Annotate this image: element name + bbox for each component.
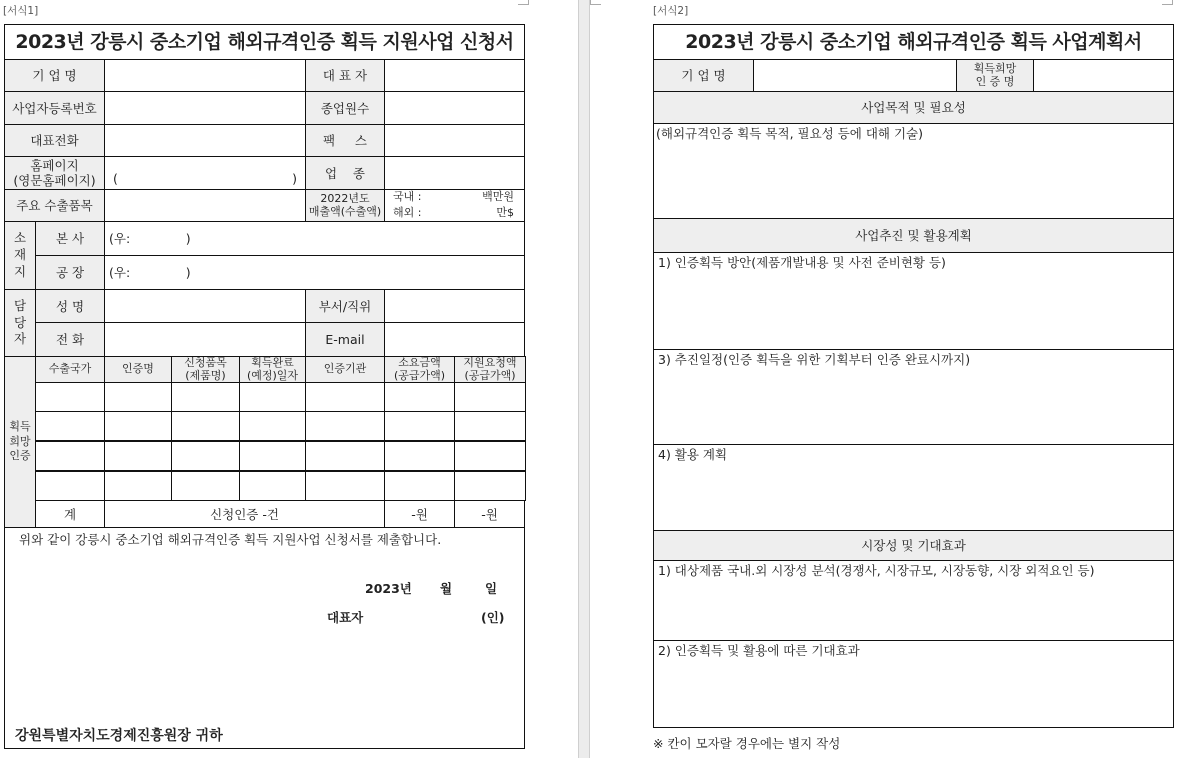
- manager-label: [4, 289, 36, 357]
- overseas-sales-unit: 만$: [496, 206, 514, 219]
- cert-section-label: [4, 356, 36, 528]
- cert-cell-cert-name[interactable]: [104, 471, 172, 501]
- section-purpose-guide: (해외규격인증 획득 목적, 필요성 등에 대해 기술): [656, 126, 923, 141]
- homepage-field[interactable]: [104, 156, 306, 190]
- factory-label: 공 장: [35, 255, 105, 290]
- date-day: 일: [485, 581, 498, 596]
- cert-cell-cert-agency[interactable]: [305, 471, 385, 501]
- rep-sign-label: 대표자: [327, 610, 364, 625]
- plan-cert-name-label-line1: 획득희망: [973, 62, 1017, 76]
- cert-cell-support-request[interactable]: [454, 411, 526, 441]
- cert-cell-completion-date[interactable]: [239, 471, 306, 501]
- section-market-item2[interactable]: [653, 640, 1174, 728]
- plan-cert-name-label-line2: 인 증 명: [975, 74, 1015, 88]
- statement-area: [4, 527, 525, 749]
- fax-field[interactable]: [384, 124, 525, 157]
- cert-header-text: 신청품목: [184, 356, 227, 370]
- cert-header-export-country: [35, 356, 105, 383]
- domestic-sales-unit: 백만원: [482, 190, 514, 203]
- plan-cert-name-label: [956, 59, 1034, 92]
- dept-field[interactable]: [384, 289, 525, 323]
- page-form-1: [0, 0, 578, 758]
- email-label: E-mail: [305, 322, 385, 357]
- cert-total-label: 계: [35, 500, 105, 528]
- cert-header-text: (제품명): [185, 368, 226, 382]
- cert-cell-support-request[interactable]: [454, 441, 526, 471]
- cert-cell-cert-agency[interactable]: [305, 411, 385, 441]
- cert-total-support: -원: [454, 500, 525, 528]
- cert-header-text: 지원요청액: [463, 356, 517, 370]
- industry-field[interactable]: [384, 156, 525, 190]
- cert-header-product: [171, 356, 240, 383]
- date-month: 월: [440, 581, 453, 596]
- cert-cell-cost[interactable]: [384, 382, 455, 412]
- cert-header-text: (예정)일자: [246, 368, 299, 382]
- plan-cert-name-field[interactable]: [1033, 59, 1174, 92]
- email-field[interactable]: [384, 322, 525, 357]
- cert-header-cost: [384, 356, 455, 383]
- company-name-label: 기 업 명: [4, 59, 105, 92]
- section-plan-item2-text: 3) 추진일정(인증 획득을 위한 기획부터 인증 완료시까지): [658, 352, 971, 367]
- cert-cell-support-request[interactable]: [454, 471, 526, 501]
- ceo-field[interactable]: [384, 59, 525, 92]
- form-title: 2023년 강릉시 중소기업 해외규격인증 획득 지원사업 신청서: [4, 24, 525, 60]
- cert-cell-completion-date[interactable]: [239, 382, 306, 412]
- page-form-2: [590, 0, 1178, 758]
- factory-address-field[interactable]: (우: ): [104, 255, 525, 290]
- domestic-sales-label: 국내 :: [393, 190, 422, 203]
- industry-label: 업 종: [305, 156, 385, 190]
- hq-label: 본 사: [35, 221, 105, 256]
- rep-phone-field[interactable]: [104, 124, 306, 157]
- cert-header-text: 인증기관: [323, 362, 367, 376]
- cert-cell-export-country[interactable]: [35, 441, 105, 471]
- page-divider: [578, 0, 590, 758]
- sales-label-line1: 2022년도: [320, 192, 370, 206]
- cert-header-text: (공급가액): [464, 368, 516, 382]
- cert-cell-support-request[interactable]: [454, 382, 526, 412]
- cert-total-cost: -원: [384, 500, 455, 528]
- location-label: [4, 221, 36, 290]
- section-plan-item1-text: 1) 인증획득 방안(제품개발내용 및 사전 준비현황 등): [658, 255, 946, 270]
- section-market-item1[interactable]: [653, 560, 1174, 641]
- section-plan-item1[interactable]: [653, 252, 1174, 350]
- sales-field[interactable]: [384, 189, 525, 222]
- cert-header-text: 소요금액: [398, 356, 441, 370]
- hq-address-field[interactable]: (우: ): [104, 221, 525, 256]
- homepage-label-line2: (영문홈페이지): [13, 173, 96, 188]
- location-label-text: 소재지: [13, 230, 27, 279]
- cert-section-label-text: 획득희망인증: [9, 419, 31, 463]
- seal-mark: (인): [481, 610, 505, 625]
- fax-label: 팩 스: [305, 124, 385, 157]
- homepage-paren-open: (: [113, 170, 118, 186]
- section-purpose-header: 사업목적 및 필요성: [653, 91, 1174, 124]
- plan-title: 2023년 강릉시 중소기업 해외규격인증 획득 사업계획서: [653, 24, 1174, 60]
- cert-cell-completion-date[interactable]: [239, 441, 306, 471]
- section-plan-item2[interactable]: [653, 349, 1174, 445]
- plan-company-name-label: 기 업 명: [653, 59, 754, 92]
- section-purpose-body[interactable]: [653, 123, 1174, 219]
- biz-reg-no-label: 사업자등록번호: [4, 91, 105, 125]
- cert-cell-cert-agency[interactable]: [305, 441, 385, 471]
- export-items-label: 주요 수출품목: [4, 189, 105, 222]
- format-label: [서식1]: [3, 5, 39, 17]
- cert-header-cert-name: [104, 356, 172, 383]
- homepage-label-line1: 홈페이지: [30, 158, 79, 173]
- section-plan-header: 사업추진 및 활용계획: [653, 218, 1174, 253]
- cert-cell-completion-date[interactable]: [239, 411, 306, 441]
- manager-phone-label: 전 화: [35, 322, 105, 357]
- manager-label-text: 담당자: [13, 297, 27, 347]
- cert-cell-cert-name[interactable]: [104, 441, 172, 471]
- footnote: ※ 칸이 모자랄 경우에는 별지 작성: [653, 736, 841, 751]
- plan-company-name-field[interactable]: [753, 59, 957, 92]
- cert-cell-export-country[interactable]: [35, 471, 105, 501]
- homepage-paren-close: ): [292, 170, 297, 186]
- cert-cell-cert-name[interactable]: [104, 411, 172, 441]
- employees-field[interactable]: [384, 91, 525, 125]
- cert-cell-cost[interactable]: [384, 441, 455, 471]
- section-market-header: 시장성 및 기대효과: [653, 530, 1174, 561]
- manager-name-field[interactable]: [104, 289, 306, 323]
- sales-label-line2: 매출액(수출액): [308, 204, 382, 218]
- page-corner-mark-left: [590, 0, 601, 5]
- export-items-field[interactable]: [104, 189, 306, 222]
- biz-reg-no-field[interactable]: [104, 91, 306, 125]
- dept-label: 부서/직위: [305, 289, 385, 323]
- cert-total-count: 신청인증 -건: [104, 500, 385, 528]
- cert-cell-cert-name[interactable]: [104, 382, 172, 412]
- rep-phone-label: 대표전화: [4, 124, 105, 157]
- sales-label: [305, 189, 385, 222]
- recipient-text: 강원특별자치도경제진흥원장 귀하: [15, 728, 223, 744]
- cert-cell-cert-agency[interactable]: [305, 382, 385, 412]
- cert-cell-product[interactable]: [171, 441, 240, 471]
- manager-phone-field[interactable]: [104, 322, 306, 357]
- homepage-label: [4, 156, 105, 190]
- employees-label: 종업원수: [305, 91, 385, 125]
- section-plan-item3[interactable]: [653, 444, 1174, 531]
- date-year: 2023년: [365, 581, 412, 596]
- overseas-sales-label: 해외 :: [393, 206, 422, 219]
- cert-header-cert-agency: [305, 356, 385, 383]
- cert-header-support-request: [454, 356, 526, 383]
- section-market-item2-text: 2) 인증획득 및 활용에 따른 기대효과: [658, 643, 860, 658]
- cert-cell-product[interactable]: [171, 471, 240, 501]
- cert-cell-cost[interactable]: [384, 411, 455, 441]
- cert-header-text: 획득완료: [251, 356, 294, 370]
- page-corner-mark: [518, 0, 529, 5]
- cert-header-completion-date: [239, 356, 306, 383]
- cert-header-text: (공급가액): [393, 368, 446, 382]
- cert-cell-export-country[interactable]: [35, 382, 105, 412]
- cert-header-text: 수출국가: [48, 362, 92, 376]
- section-market-item1-text: 1) 대상제품 국내.외 시장성 분석(경쟁사, 시장규모, 시장동향, 시장 외적요인 등): [658, 563, 1095, 578]
- cert-cell-export-country[interactable]: [35, 411, 105, 441]
- cert-cell-product[interactable]: [171, 411, 240, 441]
- format-label-2: [서식2]: [653, 5, 689, 17]
- statement-text: 위와 같이 강릉시 중소기업 해외규격인증 획득 지원사업 신청서를 제출합니다.: [19, 532, 442, 547]
- ceo-label: 대 표 자: [305, 59, 385, 92]
- manager-name-label: 성 명: [35, 289, 105, 323]
- cert-header-text: 인증명: [122, 362, 154, 376]
- page-corner-mark-right: [1162, 0, 1173, 5]
- cert-cell-product[interactable]: [171, 382, 240, 412]
- section-plan-item3-text: 4) 활용 계획: [658, 447, 728, 462]
- company-name-field[interactable]: [104, 59, 306, 92]
- cert-cell-cost[interactable]: [384, 471, 455, 501]
